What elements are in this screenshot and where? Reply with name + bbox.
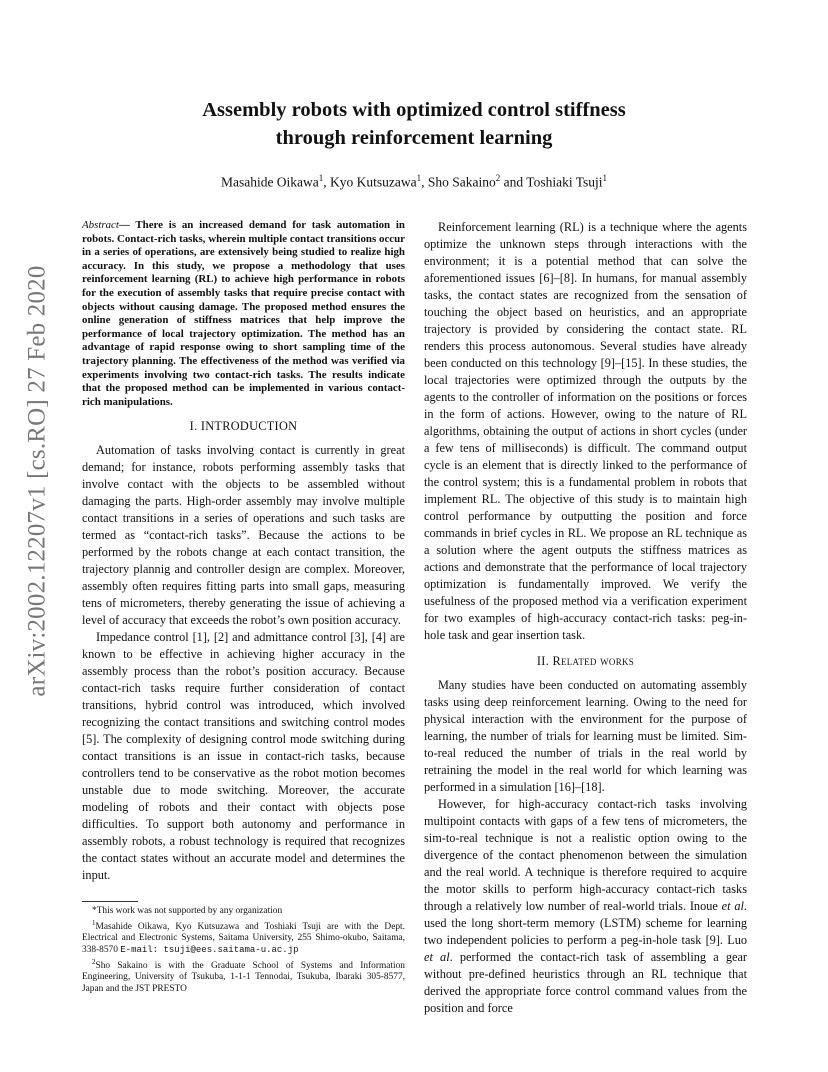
section-heading-introduction: I. INTRODUCTION	[189, 419, 298, 434]
author-name: Masahide Oikawa	[220, 174, 319, 190]
title-line-1: Assembly robots with optimized control stiffness	[202, 99, 626, 121]
footnote-rule	[82, 901, 138, 902]
affiliation-mark: 1	[602, 173, 608, 183]
paper-title	[110, 96, 718, 152]
paragraph-text: . performed the contact-rich task of assembling a gear without pre-defined heuristics through an RL technique that derived the appropriate force control command values from the position and force	[424, 950, 747, 1015]
et-al-italic: et al	[721, 899, 744, 913]
author-name: Toshiaki Tsuji	[526, 174, 603, 190]
intro-paragraph-3: Reinforcement learning (RL) is a technique where the agents optimize the unknown steps through interactions with the environment; it is a potential method that can solve the aforementioned issues [6]–[8]. In humans, for manual assembly tasks, the contact states are recognized from the sensation of touching the object based on heuristics, and an appropriate trajectory is provided by considering the contact state. RL renders this process autonomous. Several studies have already been conducted on this technology [9]–[15]. In these studies, the local trajectories were optimized through the outputs by the agents to the controller of information on the positions or forces in the form of actions. However, owing to the nature of RL algorithms, obtaining the output of actions in short cycles (under a few tens of milliseconds) is difficult. The command output cycle is an element that is directly linked to the performance of the control system; this is a fundamental problem in robots that implement RL. The objective of this study is to maintain high control performance by outputting the position and force commands in brief cycles in RL. We propose an RL technique as a solution where the agent outputs the stiffness matrices as actions and demonstrate that the performance of local trajectory optimization is fundamentally improved. We verify the usefulness of the proposed method via a verification experiment for two examples of high-accuracy contact-rich tasks: peg-in-hole task and gear insertion task.	[424, 220, 747, 642]
abstract-label: Abstract	[82, 219, 119, 231]
paragraph-text: However, for high-accuracy contact-rich tasks involving multipoint contacts with gaps of a few tens of micrometers, the sim-to-real technique is not a realistic option owing to the divergence of the contact phenomenon between the simulation and the real world. A technique is therefore required to acquire the motor skills to perform high-accuracy contact-rich tasks through a relatively low number of real-world trials. Inoue	[424, 797, 747, 913]
affiliation-mark: 1	[318, 173, 324, 183]
footnote-affiliation-1	[82, 918, 405, 957]
footnote-text: Sho Sakaino is with the Graduate School of Systems and Information Engineering, University of Tsukuba, 1-1-1 Tennodai, Tsukuba, Ibaraki 305-8577, Japan and the JST PRESTO	[82, 960, 405, 994]
affiliation-mark: 2	[92, 957, 96, 966]
affiliation-mark: 1	[92, 918, 96, 927]
abstract	[82, 219, 405, 409]
section-number: II.	[536, 654, 553, 668]
left-column	[82, 219, 405, 884]
affiliation-mark: 1	[416, 173, 422, 183]
author-list	[110, 173, 718, 191]
arxiv-identifier-stamp	[16, 265, 60, 697]
footnote-text: Masahide Oikawa, Kyo Kutsuzawa and Toshiaki Tsuji are with the Dept. Electrical and Electronic Systems, Saitama University, 255 Shimo-okubo, Saitama, 338-8570	[82, 921, 405, 955]
section-heading-related-works	[424, 653, 747, 670]
affiliation-mark: 2	[495, 173, 501, 183]
footnote-email: E-mail: tsuji@ees.saitama-u.ac.jp	[120, 944, 299, 955]
author-separator: ,	[323, 174, 331, 190]
section-title: Related works	[552, 654, 635, 668]
intro-paragraph-1: Automation of tasks involving contact is currently in great demand; for instance, robots performing assembly tasks that involve contact with the objects to be assembled without damaging the parts. High-order assembly may involve multiple contact transitions in a series of operations and such tasks are termed as “contact-rich tasks”. Because the actions to be performed by the robots change at each contact transition, the trajectory plannig and controller design are complex. Moreover, assembly often requires fitting parts into small gaps, measuring tens of micrometers, thereby generating the issue of achieving a level of accuracy that exceeds the robot’s own position accuracy.	[82, 443, 405, 628]
paragraph-text: . used the long short-term memory (LSTM) scheme for learning two independent policies to perform a peg-in-hole task [9]. Luo	[424, 899, 747, 947]
intro-paragraph-2: Impedance control [1], [2] and admittance control [3], [4] are known to be effective in achieving higher accuracy in the assembly process than the robot’s position accuracy. Because contact-rich tasks require further consideration of contact transitions, hybrid control was introduced, which involved recognizing the contact transitions and switching control modes [5]. The complexity of designing control mode switching during contact transitions is an issue in contact-rich tasks, because controllers tend to be conservative as the robot motion becomes unstable due to mode switching. Moreover, the accurate modeling of robots and their contact with objects pose difficulties. To support both autonomy and performance in assembly robots, a robust technology is required that recognizes the contact states without an accurate model and determines the input.	[82, 630, 405, 883]
footnotes	[82, 906, 405, 995]
abstract-text: There is an increased demand for task automation in robots. Contact-rich tasks, wherein multiple contact transitions occur in a series of operations, are extensively being studied to realize high accuracy. In this study, we propose a methodology that uses reinforcement learning (RL) to achieve high performance in robots for the execution of assembly tasks that require precise contact with objects without causing damage. The proposed method ensures the online generation of stiffness matrices that help improve the performance of local trajectory optimization. The method has an advantage of rapid response owing to short sampling time of the trajectory planning. The effectiveness of the method was verified via experiments involving two contact-rich tasks. The results indicate that the proposed method can be implemented in various contact-rich manipulations.	[82, 219, 405, 408]
arxiv-identifier-text: arXiv:2002.12207v1 [cs.RO] 27 Feb 2020	[24, 265, 52, 697]
abstract-dash: —	[118, 219, 136, 231]
author-separator: and	[500, 174, 527, 190]
title-line-2: through reinforcement learning	[275, 127, 553, 149]
author-name: Kyo Kutsuzawa	[330, 174, 417, 190]
related-paragraph-1: Many studies have been conducted on automating assembly tasks using deep reinforcement learning. Owing to the need for physical interaction with the environment for the purpose of learning, the number of trials for learning must be limited. Sim-to-real reduced the number of trials in the real world by retraining the model in the real world for which learning was performed in a simulation [16]–[18].	[424, 678, 747, 794]
footnote-funding: *This work was not supported by any organization	[92, 906, 283, 916]
right-column	[424, 219, 747, 1017]
et-al-italic: et al	[424, 950, 450, 964]
author-separator: ,	[421, 174, 428, 190]
author-name: Sho Sakaino	[427, 174, 496, 190]
related-paragraph-2	[424, 796, 747, 1017]
footnote-affiliation-2	[82, 957, 405, 996]
